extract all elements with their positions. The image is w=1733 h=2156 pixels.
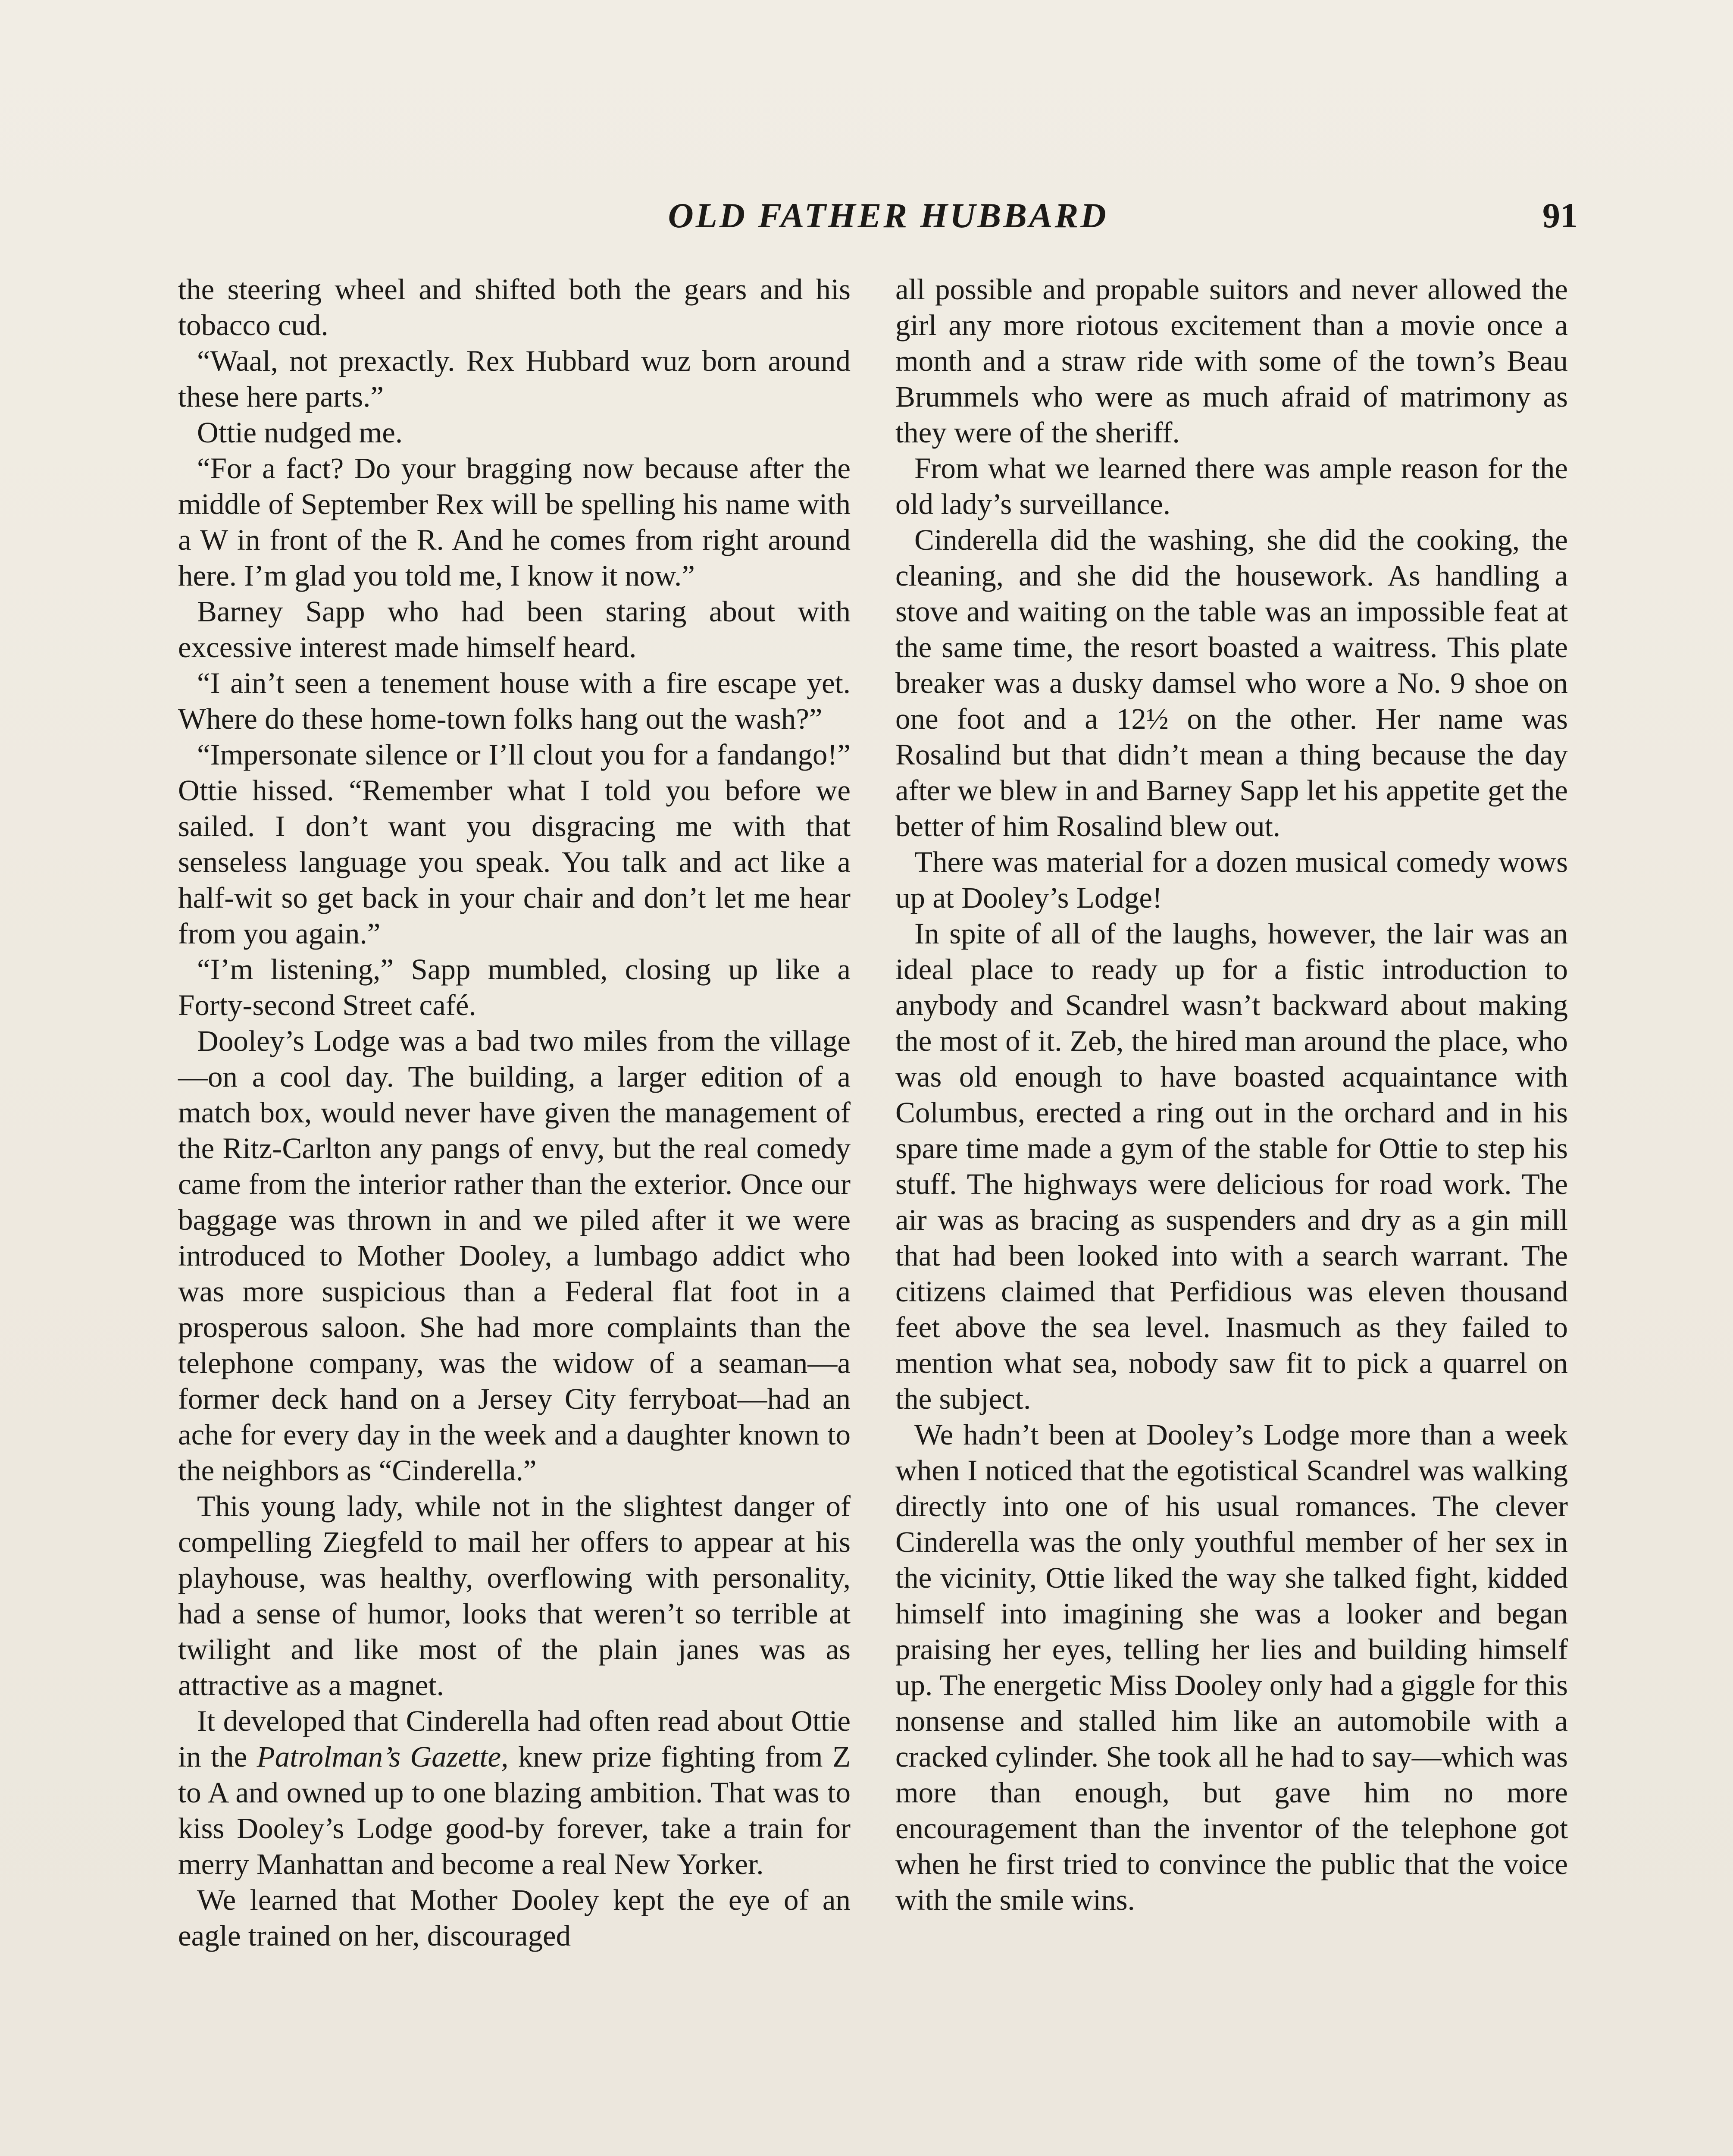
paragraph: Dooley’s Lodge was a bad two miles from the village—on a cool day. The building, a larger edition of a match box, would never have given the management of the Ritz-Carlton any pangs of envy, but the real comedy came from the interior rather than the exterior. Once our baggage was thrown in and we piled after it we were introduced to Mother Dooley, a lumbago addict who was more suspicious than a Federal flat foot in a prosperous saloon. She had more complaints than the telephone company, was the widow of a seaman—a former deck hand on a Jersey City ferryboat—had an ache for every day in the week and a daughter known to the neighbors as “Cinderella.”	[178, 1025, 851, 1487]
paragraph: “I ain’t seen a tenement house with a fire escape yet. Where do these home-town folks hang out the wash?”	[178, 667, 851, 735]
paragraph: We hadn’t been at Dooley’s Lodge more than a week when I noticed that the egotistical Scandrel was walking directly into one of his usual romances. The clever Cinderella was the only youthful member of her sex in the vicinity, Ottie liked the way she talked fight, kidded himself into imagining she was a looker and began praising her eyes, telling her lies and building himself up. The energetic Miss Dooley only had a giggle for this nonsense and stalled him like an automobile with a cracked cylinder. She took all he had to say—which was more than enough, but gave him no more encouragement than the inventor of the telephone got when he first tried to convince the public that the voice with the smile wins.	[895, 1418, 1568, 1916]
paragraph-text: It developed that Cinderella had often read about Ottie in the	[178, 1705, 851, 1773]
paragraph: Cinderella did the washing, she did the cooking, the cleaning, and she did the housework. As handling a stove and waiting on the table was an impossible feat at the same time, the resort boasted a waitress. This plate breaker was a dusky damsel who wore a No. 9 shoe on one foot and a 12½ on the other. Her name was Rosalind but that didn’t mean a thing because the day after we blew in and Barney Sapp let his appetite get the better of him Rosalind blew out.	[895, 523, 1568, 843]
paragraph: “I’m listening,” Sapp mumbled, closing up like a Forty-second Street café.	[178, 953, 851, 1022]
paragraph: “For a fact? Do your bragging now because after the middle of September Rex will be spelling his name with a W in front of the R. And he comes from right around here. I’m glad you told me, I know it now.”	[178, 452, 851, 592]
publication-title: Patrolman’s Gazette,	[257, 1740, 509, 1773]
running-header	[0, 190, 1733, 250]
paragraph: “Waal, not prexactly. Rex Hubbard wuz born around these here parts.”	[178, 345, 851, 413]
paragraph: We learned that Mother Dooley kept the eye of an eagle trained on her, discouraged	[178, 1883, 851, 1952]
right-column	[895, 272, 1568, 1918]
page-number: 91	[1542, 196, 1578, 235]
paragraph: There was material for a dozen musical comedy wows up at Dooley’s Lodge!	[895, 846, 1568, 914]
paragraph: all possible and propable suitors and never allowed the girl any more riotous excitement than a movie once a month and a straw ride with some of the town’s Beau Brummels who were as much afraid of matrimony as they were of the sheriff.	[895, 273, 1568, 449]
paragraph	[178, 1703, 851, 1882]
paragraph: the steering wheel and shifted both the gears and his tobacco cud.	[178, 273, 851, 342]
running-title: OLD FATHER HUBBARD	[668, 196, 1108, 235]
paragraph: In spite of all of the laughs, however, the lair was an ideal place to ready up for a fistic introduction to anybody and Scandrel wasn’t backward about making the most of it. Zeb, the hired man around the place, who was old enough to have boasted acquaintance with Columbus, erected a ring out in the orchard and in his spare time made a gym of the stable for Ottie to step his stuff. The highways were delicious for road work. The air was as bracing as suspenders and dry as a gin mill that had been looked into with a search warrant. The citizens claimed that Perfidious was eleven thousand feet above the sea level. Inasmuch as they failed to mention what sea, nobody saw fit to pick a quarrel on the subject.	[895, 917, 1568, 1415]
paragraph-text: knew prize fighting from Z to A and owned up to one blazing ambition. That was to kiss Dooley’s Lodge good-by forever, take a train for merry Manhattan and become a real New Yorker.	[178, 1740, 851, 1880]
left-column	[178, 272, 851, 1954]
paragraph: From what we learned there was ample reason for the old lady’s surveillance.	[895, 452, 1568, 520]
paragraph: Ottie nudged me.	[197, 416, 403, 449]
paragraph: This young lady, while not in the slightest danger of compelling Ziegfeld to mail her offers to appear at his playhouse, was healthy, overflowing with personality, had a sense of humor, looks that weren’t so terrible at twilight and like most of the plain janes was as attractive as a magnet.	[178, 1490, 851, 1702]
paragraph: Barney Sapp who had been staring about with excessive interest made himself heard.	[178, 595, 851, 664]
paragraph: “Impersonate silence or I’ll clout you for a fandango!” Ottie hissed. “Remember what I told you before we sailed. I don’t want you disgracing me with that senseless language you speak. You talk and act like a half-wit so get back in your chair and don’t let me hear from you again.”	[178, 738, 851, 950]
